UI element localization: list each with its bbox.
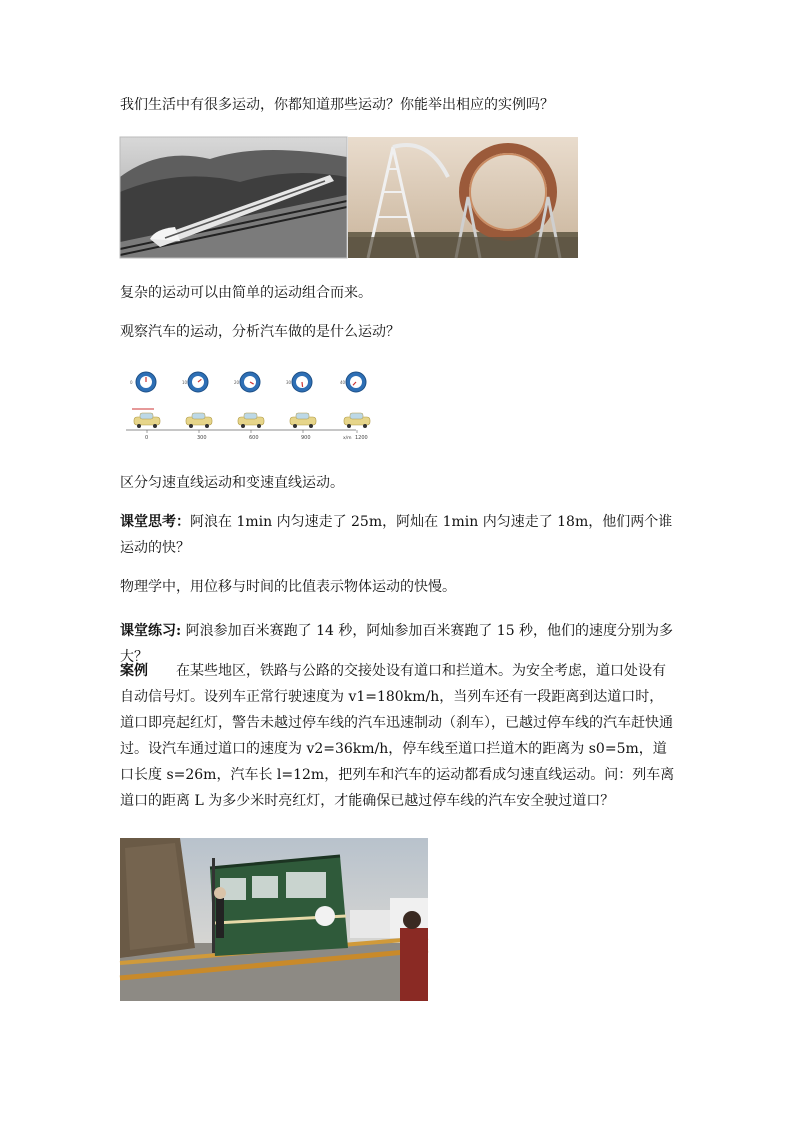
- clock-label: 20: [234, 380, 240, 385]
- observe-car-paragraph: 观察汽车的运动，分析汽车做的是什么运动？: [120, 324, 400, 340]
- case-text: 在某些地区，铁路与公路的交接处设有道口和拦道木。为安全考虑，道口处设有自动信号灯。设列车正常行驶速度为 v1=180km/h，当列车还有一段距离到达道口时，道口即亮起红灯，警告未越过停车线的汽车迅速制动（刹车），已越过停车线的汽车赶快通过。设汽车通过道口的速度为 v2=36km/h，停车线至道口拦道木的距离为 s0=5m，道口长度 s=26m，汽车长 l=12m，把列车和汽车的运动都看成匀速直线运动。问：列车离道口的距离 L 为多少米时亮红灯，才能确保已越过停车线的汽车安全驶过道口？: [120, 663, 675, 809]
- clock-label: 10: [182, 380, 188, 385]
- tick-label: 900: [301, 435, 311, 441]
- think-label: 课堂思考：: [120, 514, 190, 530]
- tick-label: 300: [197, 435, 207, 441]
- tick-label: 0: [145, 435, 149, 441]
- practice-label: 课堂练习:: [120, 623, 182, 639]
- think-text: 阿浪在 1min 内匀速走了 25m，阿灿在 1min 内匀速走了 18m，他们两个谁运动的快？: [120, 514, 673, 556]
- clock-label: 0: [130, 380, 133, 385]
- tick-label: 1200: [355, 435, 368, 441]
- think-paragraph: [120, 509, 675, 561]
- complex-motion-paragraph: 复杂的运动可以由简单的运动组合而来。: [120, 285, 372, 301]
- intro-paragraph: 我们生活中有很多运动，你都知道那些运动？你能举出相应的实例吗？: [120, 97, 554, 113]
- tick-label: 600: [249, 435, 259, 441]
- case-label: 案例: [120, 663, 148, 679]
- case-paragraph: [120, 658, 675, 814]
- distinguish-paragraph: 区分匀速直线运动和变速直线运动。: [120, 475, 344, 491]
- roller-coaster-photo: [348, 137, 578, 258]
- car-motion-figure: [120, 364, 368, 444]
- clock-label: 40: [340, 380, 346, 385]
- crossing-train-photo: [120, 838, 428, 1001]
- clock-label: 30: [286, 380, 292, 385]
- train-photo: [120, 137, 347, 258]
- practice-text: 阿浪参加百米赛跑了 14 秒，阿灿参加百米赛跑了 15 秒，他们的速度分别为多大？: [120, 623, 674, 665]
- axis-unit-label: x/m: [343, 436, 352, 441]
- ratio-paragraph: 物理学中，用位移与时间的比值表示物体运动的快慢。: [120, 579, 456, 595]
